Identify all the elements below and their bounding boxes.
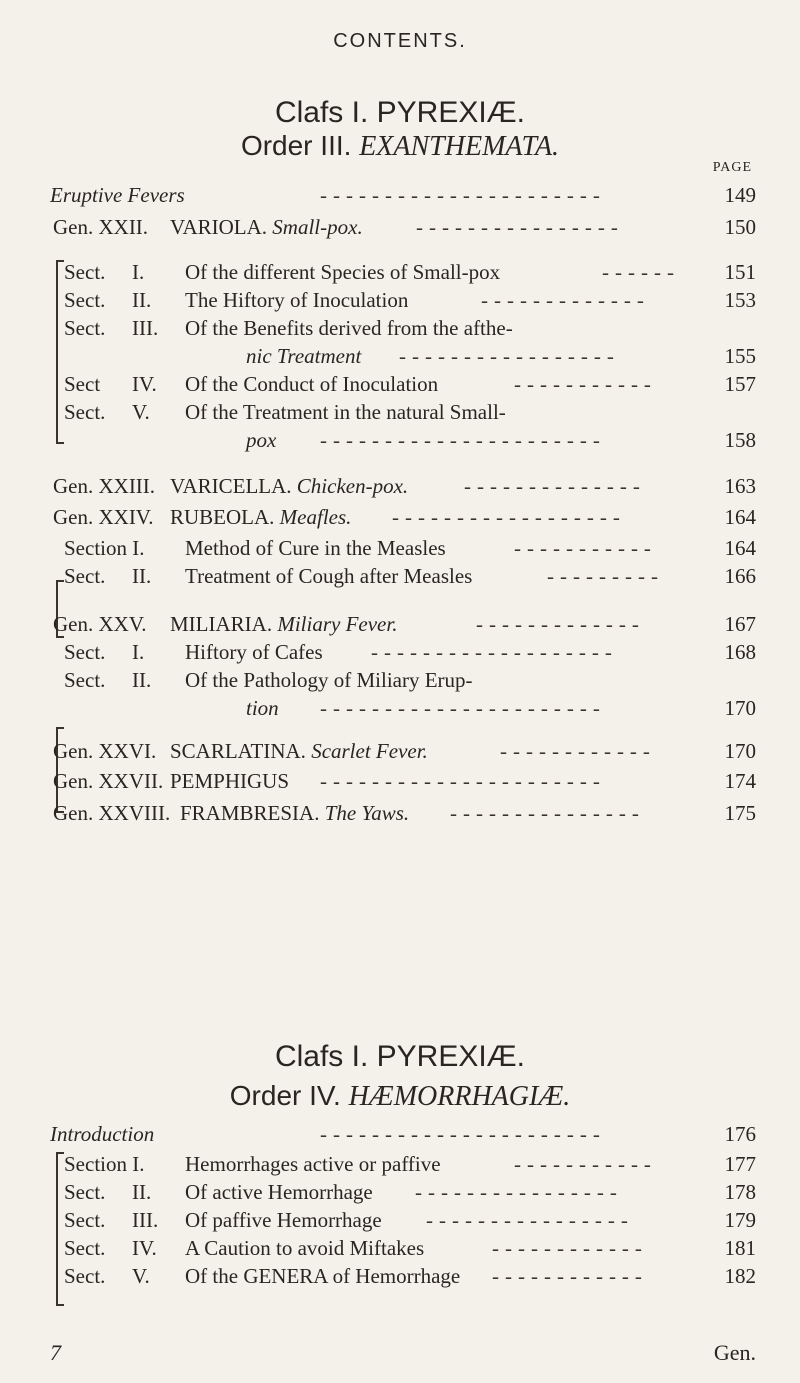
page-number: 176 <box>724 1122 756 1146</box>
genus-common-name: Meafles. <box>279 505 352 529</box>
section-text: Of paffive Hemorrhage <box>185 1208 382 1232</box>
page-number: 167 <box>724 612 756 636</box>
section-text: Method of Cure in the Measles <box>185 536 446 560</box>
section-row <box>0 400 800 430</box>
section-text: Of the different Species of Small-pox <box>185 260 501 284</box>
page-number: 174 <box>724 769 756 793</box>
section-number: V. <box>132 1264 150 1288</box>
leader-dots: -------------- <box>464 474 646 498</box>
order-title-2 <box>0 1080 800 1113</box>
leader-dots: ------------ <box>500 739 656 763</box>
section-number: III. <box>132 316 159 340</box>
order-title-1 <box>0 130 800 163</box>
page-number: 164 <box>724 536 756 560</box>
section-number: I. <box>132 640 145 664</box>
page-number: 177 <box>724 1152 756 1176</box>
page-number: 175 <box>724 801 756 825</box>
page-number: 170 <box>724 696 756 720</box>
page-number: 149 <box>724 183 756 207</box>
entry-text: nic Treatment <box>246 344 362 368</box>
leader-dots: ---------------------- <box>320 696 606 720</box>
leader-dots: --------------- <box>450 801 645 825</box>
section-label: Sect. <box>64 400 106 424</box>
section-row <box>0 1180 800 1210</box>
leader-dots: ------------------- <box>371 640 618 664</box>
entry-row <box>0 344 800 374</box>
section-number: I. <box>132 260 145 284</box>
leader-dots: ------------ <box>492 1236 648 1260</box>
page-number: 163 <box>724 474 756 498</box>
leader-dots: ---------------------- <box>320 1122 606 1146</box>
section-row <box>0 288 800 318</box>
genus-common-name: Chicken-pox. <box>296 474 409 498</box>
leader-dots: ----------- <box>514 372 657 396</box>
genus-common-name: The Yaws. <box>324 801 410 825</box>
section-text: A Caution to avoid Miftakes <box>185 1236 425 1260</box>
order-name: EXANTHEMATA. <box>359 131 560 162</box>
entry-row <box>0 428 800 458</box>
genus-row <box>0 612 800 642</box>
page-number: 151 <box>724 260 756 284</box>
genus-number: Gen. XXV. <box>53 612 147 636</box>
section-number: II. <box>132 1180 152 1204</box>
page-number: 158 <box>724 428 756 452</box>
leader-dots: --------- <box>547 564 664 588</box>
genus-number: Gen. XXVIII. <box>53 801 171 825</box>
section-text: Of the Pathology of Miliary Erup- <box>185 668 473 692</box>
section-label: Section I. <box>64 1152 145 1176</box>
section-row <box>0 1152 800 1182</box>
class-title-2: Clafs I. PYREXIÆ. <box>274 1040 526 1073</box>
leader-dots: ----------- <box>514 536 657 560</box>
section-row <box>0 316 800 346</box>
page-number: 153 <box>724 288 756 312</box>
section-label: Sect. <box>64 668 106 692</box>
signature-mark: 7 <box>50 1340 61 1365</box>
genus-number: Gen. XXVI. <box>53 739 157 763</box>
page-number: 179 <box>724 1208 756 1232</box>
entry-row <box>0 1122 800 1152</box>
section-row <box>0 564 800 594</box>
section-label: Sect. <box>64 288 106 312</box>
section-text: Of the Conduct of Inoculation <box>185 372 439 396</box>
genus-row <box>0 215 800 245</box>
genus-title: RUBEOLA. Meafles. <box>170 505 352 529</box>
page-number: 166 <box>724 564 756 588</box>
genus-row <box>0 474 800 504</box>
page-number: 155 <box>724 344 756 368</box>
section-label: Sect. <box>64 1208 106 1232</box>
page-number: 182 <box>724 1264 756 1288</box>
genus-title: VARIOLA. Small-pox. <box>170 215 363 239</box>
genus-title: SCARLATINA. Scarlet Fever. <box>170 739 428 763</box>
entry-row <box>0 183 800 213</box>
page-column-label: PAGE <box>712 160 752 175</box>
leader-dots: ------ <box>602 260 680 284</box>
section-number: V. <box>132 400 150 424</box>
section-text: Of active Hemorrhage <box>185 1180 373 1204</box>
page-number: 168 <box>724 640 756 664</box>
catchword: Gen. <box>713 1340 756 1365</box>
section-row <box>0 1236 800 1266</box>
section-row <box>0 536 800 566</box>
section-row <box>0 640 800 670</box>
section-label: Sect. <box>64 564 106 588</box>
page-number: 170 <box>724 739 756 763</box>
section-label: Sect. <box>64 1180 106 1204</box>
section-text: Of the Treatment in the natural Small- <box>185 400 506 424</box>
section-row <box>0 372 800 402</box>
section-row <box>0 1208 800 1238</box>
order-name: HÆMORRHAGIÆ. <box>348 1081 571 1112</box>
section-text: Hemorrhages active or paffive <box>185 1152 441 1176</box>
section-text: Hiftory of Cafes <box>185 640 323 664</box>
genus-title: VARICELLA. Chicken-pox. <box>170 474 409 498</box>
page-number: 181 <box>724 1236 756 1260</box>
running-header: CONTENTS. <box>333 30 467 52</box>
genus-title: PEMPHIGUS <box>170 769 290 793</box>
genus-number: Gen. XXVII. <box>53 769 164 793</box>
genus-common-name: Miliary Fever. <box>277 612 398 636</box>
section-label: Sect. <box>64 1236 106 1260</box>
section-label: Sect. <box>64 1264 106 1288</box>
genus-title: MILIARIA. Miliary Fever. <box>170 612 398 636</box>
section-label: Sect. <box>64 640 106 664</box>
page-number: 178 <box>724 1180 756 1204</box>
section-text: Of the GENERA of Hemorrhage <box>185 1264 461 1288</box>
section-number: IV. <box>132 372 157 396</box>
leader-dots: ----------- <box>514 1152 657 1176</box>
entry-text: tion <box>246 696 279 720</box>
leader-dots: ---------------------- <box>320 769 606 793</box>
leader-dots: ------------------ <box>392 505 626 529</box>
section-text: The Hiftory of Inoculation <box>185 288 409 312</box>
leader-dots: ------------- <box>476 612 645 636</box>
section-text: Treatment of Cough after Measles <box>185 564 473 588</box>
genus-number: Gen. XXII. <box>53 215 149 239</box>
section-text: Of the Benefits derived from the afthe- <box>185 316 513 340</box>
page-number: 157 <box>724 372 756 396</box>
leader-dots: ---------------------- <box>320 428 606 452</box>
leader-dots: ------------- <box>481 288 650 312</box>
section-label: Sect <box>64 372 101 396</box>
entry-text: Eruptive Fevers <box>50 183 185 207</box>
section-number: IV. <box>132 1236 157 1260</box>
genus-number: Gen. XXIII. <box>53 474 156 498</box>
section-number: II. <box>132 564 152 588</box>
genus-row <box>0 801 800 831</box>
entry-row <box>0 696 800 726</box>
order-prefix: Order IV. <box>229 1080 341 1111</box>
genus-row <box>0 769 800 799</box>
leader-dots: ---------------------- <box>320 183 606 207</box>
section-row <box>0 668 800 698</box>
order-prefix: Order III. <box>240 130 352 161</box>
genus-row <box>0 505 800 535</box>
genus-row <box>0 739 800 769</box>
section-label: Sect. <box>64 316 106 340</box>
genus-common-name: Small-pox. <box>272 215 363 239</box>
genus-title: FRAMBRESIA. The Yaws. <box>180 801 410 825</box>
leader-dots: ---------------- <box>416 215 624 239</box>
section-row <box>0 260 800 290</box>
page-number: 164 <box>724 505 756 529</box>
page-number: 150 <box>724 215 756 239</box>
entry-text: pox <box>246 428 277 452</box>
leader-dots: ----------------- <box>399 344 620 368</box>
section-row <box>0 1264 800 1294</box>
leader-dots: ---------------- <box>426 1208 634 1232</box>
leader-dots: ---------------- <box>415 1180 623 1204</box>
section-number: III. <box>132 1208 159 1232</box>
class-title-1: Clafs I. PYREXIÆ. <box>274 96 526 129</box>
genus-number: Gen. XXIV. <box>53 505 154 529</box>
section-label: Section I. <box>64 536 145 560</box>
leader-dots: ------------ <box>492 1264 648 1288</box>
section-number: II. <box>132 668 152 692</box>
section-number: II. <box>132 288 152 312</box>
section-label: Sect. <box>64 260 106 284</box>
genus-common-name: Scarlet Fever. <box>311 739 428 763</box>
entry-text: Introduction <box>50 1122 155 1146</box>
